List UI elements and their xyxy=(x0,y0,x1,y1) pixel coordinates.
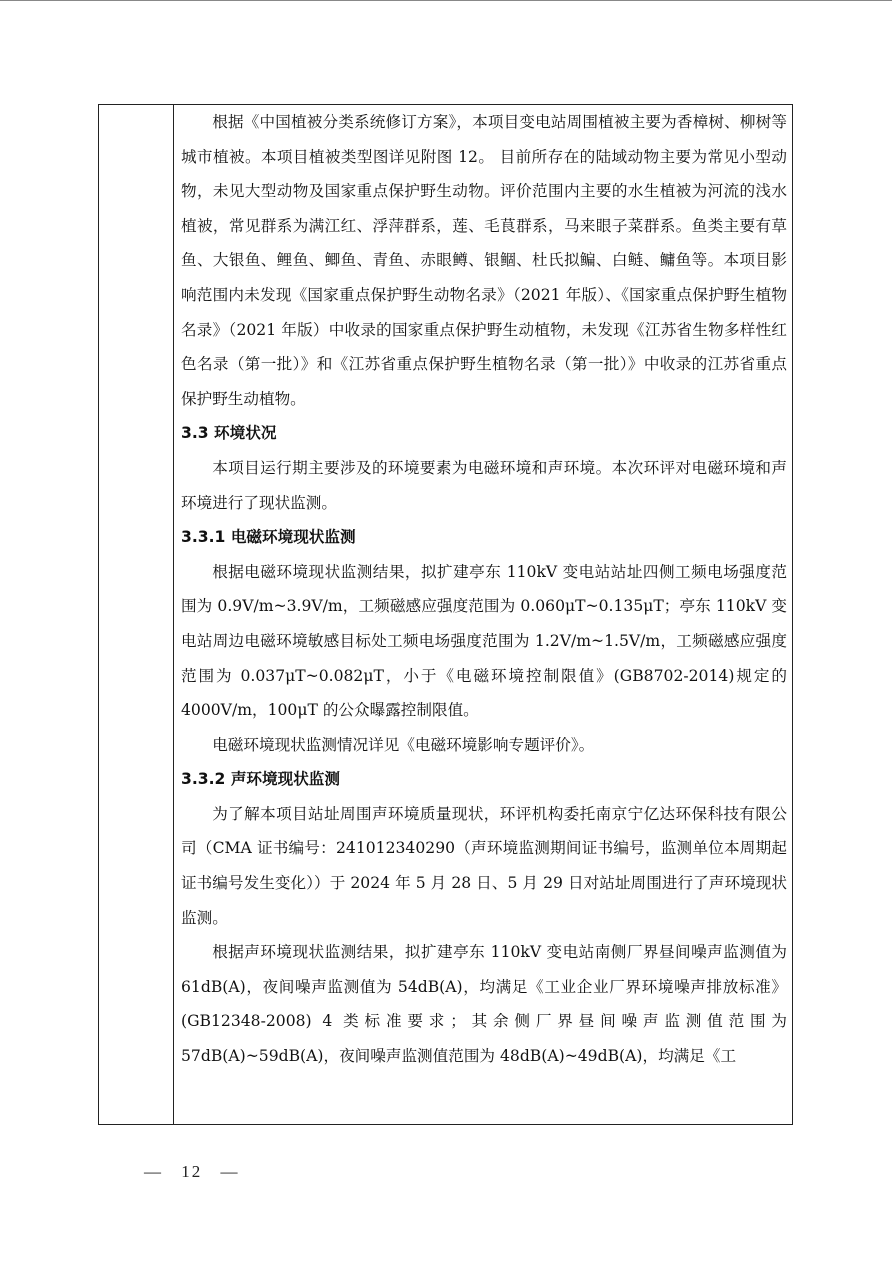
footer-dash-left: — xyxy=(144,1162,163,1181)
heading-3-3-2: 3.3.2 声环境现状监测 xyxy=(181,770,340,789)
paragraph-vegetation: 根据《中国植被分类系统修订方案》，本项目变电站周围植被主要为香樟树、柳树等城市植被。本项目植被类型图详见附图 12。 目前所存在的陆域动物主要为常见小型动物，未见大型动物及国家重点保护野生动物。评价范围内主要的水生植被为河流的浅水植被，常见群系为满江红、浮萍群系，莲、毛茛群系，马来眼子菜群系。鱼类主要有草鱼、大银鱼、鲤鱼、鲫鱼、青鱼、赤眼鳟、银鲴、杜氏拟鳊、白鲢、鳙鱼等。本项目影响范围内未发现《国家重点保护野生动物名录》（2021 年版）、《国家重点保护野生植物名录》（2021 年版）中收录的国家重点保护野生动植物，未发现《江苏省生物多样性红色名录（第一批）》和《江苏省重点保护野生植物名录（第一批）》中收录的江苏省重点保护野生动植物。 xyxy=(181,113,787,408)
page-number: 12 xyxy=(181,1162,203,1181)
paragraph-noise-monitoring: 为了解本项目站址周围声环境质量现状，环评机构委托南京宁亿达环保科技有限公司（CMA 证书编号：241012340290（声环境监测期间证书编号，监测单位本周期起证书编号发生变化））于 2024 年 5 月 28 日、5 月 29 日对站址周围进行了声环境现状监测。 xyxy=(181,804,787,927)
heading-3-3: 3.3 环境状况 xyxy=(181,424,277,443)
footer-dash-right: — xyxy=(220,1162,240,1181)
table-content-cell xyxy=(181,105,787,1074)
paragraph-em-results: 根据电磁环境现状监测结果，拟扩建亭东 110kV 变电站站址四侧工频电场强度范围为 0.9V/m~3.9V/m，工频磁感应强度范围为 0.060μT~0.135μT；亭东 110kV 变电站周边电磁环境敏感目标处工频电场强度范围为 1.2V/m~1.5V/m，工频磁感应强度范围为 0.037μT~0.082μT，小于《电磁环境控制限值》(GB8702-2014)规定的 4000V/m，100μT 的公众曝露控制限值。 xyxy=(181,562,787,720)
top-rule xyxy=(0,0,892,1)
page-footer xyxy=(138,1162,246,1182)
content-table xyxy=(98,104,793,1125)
paragraph-em-reference: 电磁环境现状监测情况详见《电磁环境影响专题评价》。 xyxy=(212,735,595,754)
heading-3-3-1: 3.3.1 电磁环境现状监测 xyxy=(181,528,356,547)
paragraph-noise-results: 根据声环境现状监测结果，拟扩建亭东 110kV 变电站南侧厂界昼间噪声监测值为 61dB(A)，夜间噪声监测值为 54dB(A)，均满足《工业企业厂界环境噪声排放标准》(GB12348-2008) 4 类标准要求；其余侧厂界昼间噪声监测值范围为 57dB(A)~59dB(A)，夜间噪声监测值范围为 48dB(A)~49dB(A)，均满足《工 xyxy=(181,943,787,1066)
paragraph-environment-overview: 本项目运行期主要涉及的环境要素为电磁环境和声环境。本次环评对电磁环境和声环境进行了现状监测。 xyxy=(181,458,787,512)
table-left-column xyxy=(99,105,174,1124)
